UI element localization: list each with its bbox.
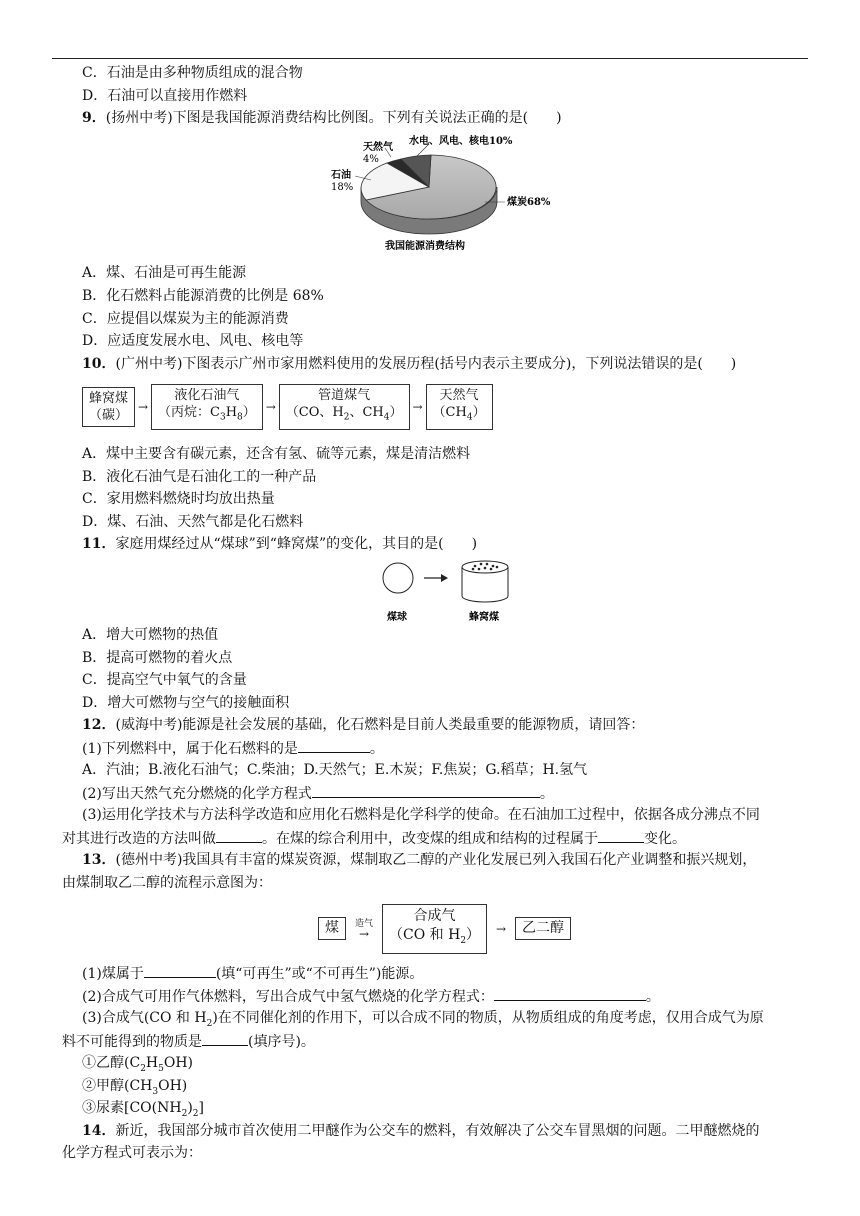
answer-blank[interactable] (216, 828, 262, 843)
q13-number: 13． (82, 852, 116, 868)
pie-label-oil-pct: 18% (331, 182, 354, 193)
question-10 (82, 354, 736, 374)
q11-option-a: A．增大可燃物的热值 (82, 627, 219, 643)
q12-part1: (1)下列燃料中，属于化石燃料的是 。 (82, 738, 384, 759)
q13-part3-line2: 料不可能得到的物质是 (填序号)。 (62, 1031, 315, 1052)
q8-option-c: C．石油是由多种物质组成的混合物 (82, 65, 303, 81)
q10-option-c: C．家用燃料燃烧时均放出热量 (82, 491, 275, 507)
q10-option-a: A．煤中主要含有碳元素，还含有氢、硫等元素，煤是清洁燃料 (82, 446, 471, 462)
coal-figure (375, 558, 515, 624)
q12-part3-line2: 对其进行改造的方法叫做 。在煤的综合利用中，改变煤的组成和结构的过程属于 变化。 (62, 828, 686, 849)
answer-blank[interactable] (144, 963, 216, 978)
question-13-line1: 13．(德州中考)我国具有丰富的煤炭资源，煤制取乙二醇的产业化发展已列入我国石化产业调整和振兴规划， (82, 852, 757, 868)
q13-option-2: ②甲醇$(CH_3OH)$ (82, 1078, 188, 1097)
flow-arrow: → (496, 921, 507, 936)
flow-box-lpg: 液化石油气 （丙烷：$C_3H_8$） (151, 384, 263, 430)
q12-part3-line1: (3)运用化学技术与方法科学改造和应用化石燃料是化学科学的使命。在石油加工过程中，依据各成分沸点不同 (82, 807, 760, 823)
pie-label-oil: 石油 (331, 170, 351, 181)
pie-label-gas-pct: 4% (363, 154, 379, 165)
question-14-line2: 化学方程式可表示为： (62, 1145, 202, 1161)
question-14-line1: 14．新近，我国部分城市首次使用二甲醚作为公交车的燃料，有效解决了公交车冒黑烟的问题。二甲醚燃烧的 (82, 1123, 760, 1139)
q12-options: A．汽油；B.液化石油气；C.柴油；D.天然气；E.木炭；F.焦炭；G.稻草；H.氢气 (82, 762, 588, 778)
q9-option-d: D．应适度发展水电、风电、核电等 (82, 333, 304, 349)
q11-option-c: C．提高空气中氧气的含量 (82, 672, 247, 688)
flow-box-syngas: 合成气 （CO 和 $H_2$） (382, 904, 487, 954)
answer-blank[interactable] (312, 783, 540, 798)
coal-ball-icon (383, 563, 413, 593)
flow-arrow: → (412, 399, 423, 414)
q13-part2: (2)合成气可用作气体燃料，写出合成气中氢气燃烧的化学方程式： 。 (82, 986, 660, 1007)
answer-blank[interactable] (598, 828, 644, 843)
question-9 (82, 108, 562, 128)
header-rule (52, 58, 808, 59)
flow-box-pipe-gas: 管道煤气 （CO、$H_2$、$CH_4$） (279, 384, 410, 430)
label-honeycomb-coal: 蜂窝煤 (469, 612, 499, 623)
flow-arrow: → (265, 399, 276, 414)
q13-option-3: ③尿素$[CO(NH_2)_2]$ (82, 1100, 204, 1119)
q9-text: (扬州中考)下图是我国能源消费结构比例图。下列有关说法正确的是( ) (105, 110, 562, 126)
question-11 (82, 534, 477, 554)
q13-part1: (1)煤属于 (填“可再生”或“不可再生”)能源。 (82, 963, 423, 984)
energy-pie-chart (325, 130, 570, 256)
q10-option-b: B．液化石油气是石油化工的一种产品 (82, 469, 317, 485)
q11-number: 11． (82, 536, 116, 552)
q12-number: 12． (82, 717, 116, 733)
q10-option-d: D．煤、石油、天然气都是化石燃料 (82, 514, 304, 530)
q11-option-d: D．增大可燃物与空气的接触面积 (82, 695, 290, 711)
label-coal-ball: 煤球 (387, 612, 407, 623)
answer-blank[interactable] (202, 1031, 248, 1046)
q12-part2: (2)写出天然气充分燃烧的化学方程式 。 (82, 783, 554, 804)
pie-label-coal: 煤炭68% (507, 197, 551, 208)
flow-box-ethylene-glycol: 乙二醇 (515, 917, 571, 940)
answer-blank[interactable] (298, 738, 370, 753)
question-12 (82, 715, 644, 735)
pie-label-hydro: 水电、风电、核电10% (409, 136, 513, 147)
q8-option-d: D．石油可以直接用作燃料 (82, 88, 248, 104)
q9-option-c: C．应提倡以煤炭为主的能源消费 (82, 311, 289, 327)
question-13-line2: 由煤制取乙二醇的流程示意图为： (62, 875, 272, 891)
flow-box-coal: 煤 (318, 917, 346, 940)
ethylene-glycol-flow (318, 904, 571, 954)
q10-text: (广州中考)下图表示广州市家用燃料使用的发展历程(括号内表示主要成分)，下列说法错误的是( ) (115, 356, 737, 372)
q11-option-b: B．提高可燃物的着火点 (82, 650, 233, 666)
q13-part3-line1: (3)合成气(CO 和 $H_2$)在不同催化剂的作用下，可以合成不同的物质，从物质组成的角度考虑，仅用合成气为原 (82, 1010, 764, 1029)
q13-option-1: ①乙醇$(C_2H_5OH)$ (82, 1055, 194, 1074)
q11-text: 家庭用煤经过从“煤球”到“蜂窝煤”的变化，其目的是( ) (115, 536, 478, 552)
flow-box-honeycomb-coal: 蜂窝煤 （碳） (82, 387, 135, 427)
q9-option-a: A．煤、石油是可再生能源 (82, 265, 247, 281)
pie-label-gas: 天然气 (363, 142, 393, 153)
q10-number: 10． (82, 356, 116, 372)
fuel-history-flow (82, 384, 493, 430)
flow-arrow: → (137, 399, 149, 414)
q14-number: 14． (82, 1123, 116, 1139)
q9-option-b: B．化石燃料占能源消费的比例是 68% (82, 288, 324, 304)
flow-arrow-gasify: 造气 → (354, 918, 373, 941)
q9-number: 9． (82, 110, 106, 126)
honeycomb-coal-icon (462, 561, 508, 602)
answer-blank[interactable] (494, 986, 646, 1001)
flow-box-natural-gas: 天然气 $(CH_4)$ (426, 384, 493, 430)
q12-text: (威海中考)能源是社会发展的基础，化石燃料是目前人类最重要的能源物质，请回答： (115, 717, 645, 733)
pie-caption: 我国能源消费结构 (385, 241, 465, 252)
